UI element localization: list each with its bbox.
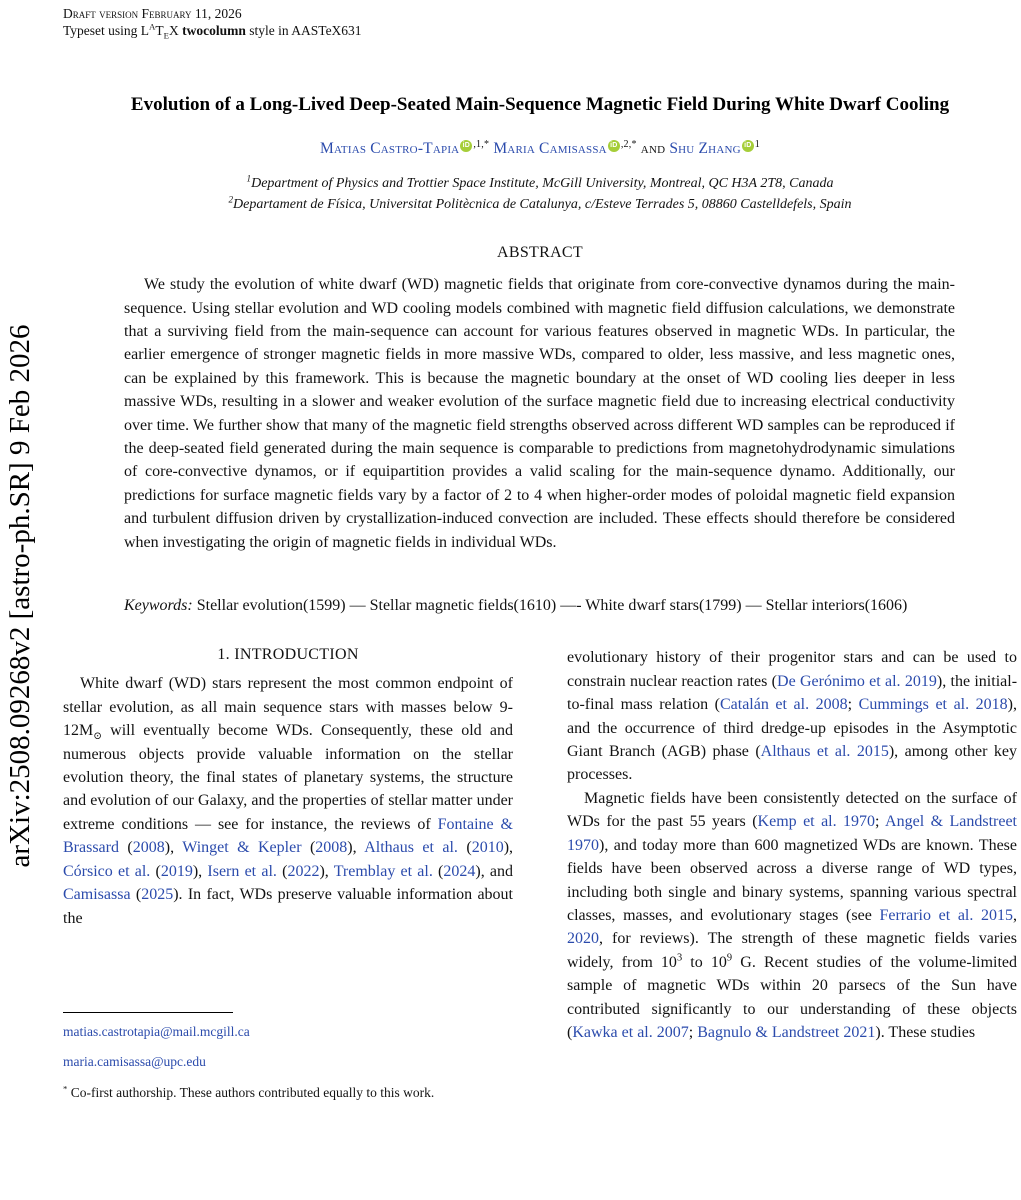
paper-content xyxy=(63,0,1017,1113)
email-link-camisassa[interactable]: maria.camisassa@upc.edu xyxy=(63,1053,206,1069)
text-segment: ,1,* xyxy=(473,139,490,150)
text-segment: and xyxy=(636,140,670,158)
text-segment: 1 xyxy=(754,139,760,150)
author-link-camisassa[interactable]: Maria Camisassa xyxy=(493,140,607,158)
author-link-zhang[interactable]: Shu Zhang xyxy=(669,140,741,158)
section-1-heading: 1. INTRODUCTION xyxy=(217,646,359,664)
text-segment: 3 xyxy=(676,952,683,964)
text-segment: ), among other key processes. xyxy=(567,743,1017,784)
text-segment: ; xyxy=(688,1023,698,1041)
text-segment: ), xyxy=(164,839,183,857)
text-segment: ), xyxy=(347,839,365,857)
text-segment: style in AASTeX631 xyxy=(245,23,362,38)
text-segment: ( xyxy=(457,839,472,857)
abstract-text: We study the evolution of white dwarf (WD) magnetic fields that originate from core-convective dynamos during the main-sequence. Using stellar evolution and WD cooling models combined with magnetic field diffusion calculations, we demonstrate that a surviving field from the main-sequence can account for various features observed in magnetic WDs. In particular, the earlier emergence of stronger magnetic fields in more massive WDs, compared to older, less massive, and less magnetic ones, can be explained by this framework. This is because the magnetic boundary at the onset of WD cooling lies deeper in less massive WDs, resulting in a slower and weaker evolution of the surface magnetic field due to increasing electrical conductivity over time. We further show that many of the magnetic field strengths observed across different WD samples can be reproduced if the deep-seated field generated during the main sequence is comparable to predictions from magnetohydrodynamic simulations of core-convective dynamos, or if equipartition provides a valid scaling for the main-sequence dynamo. Additionally, our predictions for surface magnetic fields vary by a factor of 2 to 4 when higher-order modes of poloidal magnetic field expansion and turbulent diffusion driven by crystallization-induced convection are included. These effects should therefore be considered when investigating the origin of magnetic fields in individual WDs. xyxy=(124,276,955,551)
text-segment: ), and today more than 600 magnetized WDs are known. These fields have been observed across a diverse range of WD types, including both single and binary systems, spanning various spectral classes, masses, and evolutionary stages (see xyxy=(567,836,1017,924)
text-segment: ( xyxy=(130,886,142,904)
text-segment: ( xyxy=(301,839,316,857)
text-segment: ,2,* xyxy=(620,139,637,150)
text-segment: to 10 xyxy=(682,953,727,971)
text-segment: ), and the occurrence of third dredge-up episodes in the Asymptotic Giant Branch (AGB) phase ( xyxy=(567,696,1017,761)
orcid-icon[interactable]: iD xyxy=(608,140,620,152)
text-segment: ; xyxy=(847,696,859,714)
citation-link[interactable]: De Gerónimo et al. 2019 xyxy=(777,672,937,690)
text-segment: Typeset using L xyxy=(63,23,150,38)
text-segment: ( xyxy=(150,862,161,880)
text-segment: ), and xyxy=(475,862,514,880)
email-link-castrotapia[interactable]: matias.castrotapia@mail.mcgill.ca xyxy=(63,1023,250,1039)
draft-version-line: Draft version February 11, 2026 xyxy=(63,6,242,21)
intro-paragraph-right-1 xyxy=(567,646,1017,786)
text-segment: ), xyxy=(503,839,514,857)
text-segment: T xyxy=(155,23,164,38)
keywords-line xyxy=(124,594,955,617)
text-segment: will eventually become WDs. Consequently, these old and numerous objects provide valuable information on the stellar evolution theory, the final states of planetary systems, the structure and evolution of our Galaxy, and the properties of stellar matter under extreme conditions — see for instance, the reviews of xyxy=(63,722,513,833)
citation-link[interactable]: Catalán et al. 2008 xyxy=(719,696,848,714)
text-segment: 2 xyxy=(228,194,234,205)
text-segment: ⊙ xyxy=(93,731,102,743)
author-list xyxy=(63,140,1017,158)
citation-link[interactable]: Camisassa xyxy=(63,886,131,904)
text-segment: White dwarf (WD) stars represent the most common endpoint of stellar evolution, as all main sequence stars with masses below 9-12M xyxy=(63,675,513,740)
text-segment: A xyxy=(149,21,156,32)
citation-link[interactable]: 2020 xyxy=(567,930,599,948)
citation-link[interactable]: Cummings et al. 2018 xyxy=(858,696,1008,714)
text-segment: ), xyxy=(192,862,208,880)
text-segment: ). These studies xyxy=(875,1023,976,1041)
text-segment: Department of Physics and Trottier Space Institute, McGill University, Montreal, QC H3A 2T8, Canada xyxy=(251,176,834,192)
text-segment: ( xyxy=(432,862,444,880)
text-segment: Stellar evolution(1599) — Stellar magnetic fields(1610) —- White dwarf stars(1799) — Stellar interiors(1606) xyxy=(192,597,908,615)
citation-link[interactable]: 2019 xyxy=(160,862,193,880)
citation-link[interactable]: Althaus et al. 2015 xyxy=(760,743,889,761)
text-segment: 9 xyxy=(726,952,733,964)
text-segment: Keywords: xyxy=(124,597,193,615)
text-segment: X xyxy=(169,23,183,38)
text-segment: ). In fact, WDs preserve valuable information about the xyxy=(63,886,514,927)
affiliations xyxy=(63,173,1017,215)
text-segment: ), xyxy=(319,862,334,880)
text-segment: evolutionary history of their progenitor stars and can be used to constrain nuclear reaction rates ( xyxy=(567,649,1017,690)
text-segment: * xyxy=(63,1083,68,1094)
text-segment: ( xyxy=(118,839,133,857)
affiliation-1 xyxy=(63,173,1017,194)
right-column xyxy=(567,646,1017,1113)
intro-paragraph-right-2 xyxy=(567,787,1017,1044)
citation-link[interactable]: 2008 xyxy=(315,839,348,857)
text-segment: Departament de Física, Universitat Politècnica de Catalunya, c/Esteve Terrades 5, 08860 Castelldefels, Spain xyxy=(233,197,852,213)
citation-link[interactable]: Angel & Landstreet 1970 xyxy=(567,813,1017,854)
citation-link[interactable]: 2025 xyxy=(141,886,174,904)
orcid-icon[interactable]: iD xyxy=(742,140,754,152)
intro-paragraph-left xyxy=(63,672,513,929)
citation-link[interactable]: Kawka et al. 2007 xyxy=(572,1023,689,1041)
text-segment: Co-first authorship. These authors contributed equally to this work. xyxy=(67,1084,435,1100)
text-segment: ), the initial-to-final mass relation ( xyxy=(567,672,1018,714)
arxiv-watermark: arXiv:2508.09268v2 [astro-ph.SR] 9 Feb 2026 xyxy=(4,324,36,868)
text-segment: , for reviews). The strength of these magnetic fields varies widely, from 10 xyxy=(567,930,1017,971)
abstract-heading: ABSTRACT xyxy=(497,244,583,262)
footnote-block xyxy=(63,1012,513,1114)
citation-link[interactable]: Winget & Kepler xyxy=(182,839,302,857)
citation-link[interactable]: Tremblay et al. xyxy=(333,862,433,880)
draft-header xyxy=(63,0,1017,39)
orcid-icon[interactable]: iD xyxy=(460,140,472,152)
citation-link[interactable]: Isern et al. xyxy=(207,862,277,880)
typeset-line xyxy=(63,22,1017,39)
citation-link[interactable]: 2024 xyxy=(443,862,476,880)
text-segment: Magnetic fields have been consistently detected on the surface of WDs for the past 55 years ( xyxy=(567,789,1017,831)
citation-link[interactable]: 2022 xyxy=(287,862,320,880)
affiliation-2 xyxy=(63,194,1017,215)
citation-link[interactable]: Fontaine & Brassard xyxy=(63,815,514,857)
text-segment: G. Recent studies of the volume-limited sample of magnetic WDs within 20 parsecs of the Sun have contributed significantly to our understanding of these objects ( xyxy=(567,953,1018,1041)
citation-link[interactable]: 2010 xyxy=(471,839,504,857)
author-link-castro-tapia[interactable]: Matias Castro-Tapia xyxy=(320,140,460,158)
paper-title: Evolution of a Long-Lived Deep-Seated Main-Sequence Magnetic Field During White Dwarf Cooling xyxy=(130,94,950,115)
footnote-rule xyxy=(63,1012,233,1013)
citation-link[interactable]: Bagnulo & Landstreet 2021 xyxy=(697,1023,876,1041)
cofirst-authorship-note xyxy=(63,1084,513,1102)
text-segment: 1 xyxy=(246,173,252,184)
text-segment: ( xyxy=(276,862,288,880)
text-segment: ; xyxy=(875,813,886,831)
text-segment: twocolumn xyxy=(182,23,246,38)
citation-link[interactable]: 2008 xyxy=(132,839,165,857)
citation-link[interactable]: Althaus et al. xyxy=(364,839,458,857)
citation-link[interactable]: Ferrario et al. 2015 xyxy=(879,906,1014,924)
citation-link[interactable]: Córsico et al. xyxy=(63,862,151,880)
two-column-body xyxy=(63,646,1017,1113)
text-segment: E xyxy=(163,30,169,41)
text-segment: , xyxy=(1013,906,1018,924)
citation-link[interactable]: Kemp et al. 1970 xyxy=(757,813,876,831)
left-column xyxy=(63,646,513,1113)
